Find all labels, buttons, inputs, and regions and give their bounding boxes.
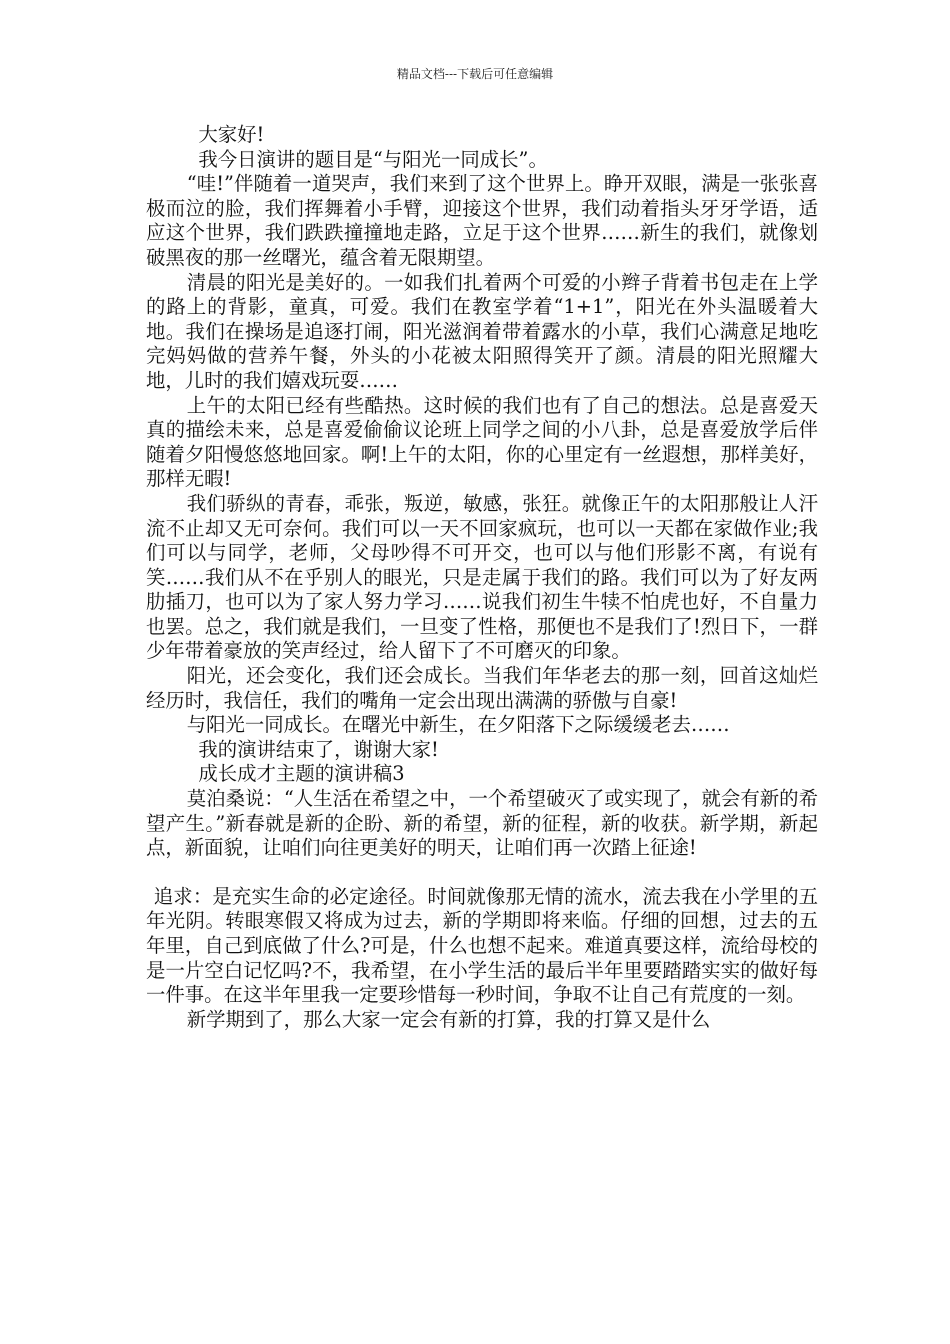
greeting: 大家好! xyxy=(198,123,265,146)
paragraph-pursuit: 追求：是充实生命的必定途径。时间就像那无情的流水，流去我在小学里的五年光阴。转眼寒假又将成为过去，新的学期即将来临。仔细的回想，过去的五年里，自己到底做了什么?可是，什么也想不起来。难道真要这样，流给母校的是一片空白记忆吗?不，我希望，在小学生活的最后半年里要踏踏实实的做好每一件事。在这半年里我一定要珍惜每一秒时间，争取不让自己有荒度的一刻。 xyxy=(146,884,818,1007)
paragraph-birth: “哇!”伴随着一道哭声，我们来到了这个世界上。睁开双眼，满是一张张喜极而泣的脸，我们挥舞着小手臂，迎接这个世界，我们动着指头牙牙学语，适应这个世界，我们跌跌撞撞地走路，立足于这个世界……新生的我们，就像划破黑夜的那一丝曙光，蕴含着无限期望。 xyxy=(146,172,818,269)
paragraph-summary: 与阳光一同成长。在曙光中新生，在夕阳落下之际缓缓老去…… xyxy=(186,713,730,737)
section-title: 成长成才主题的演讲稿3 xyxy=(198,762,405,786)
document-body xyxy=(146,123,818,1032)
paragraph-forenoon-sun: 上午的太阳已经有些酷热。这时候的我们也有了自己的想法。总是喜爱天真的描绘未来，总是喜爱偷偷议论班上同学之间的小八卦，总是喜爱放学后伴随着夕阳慢悠悠地回家。啊!上午的太阳，你的心里定有一丝遐想，那样美好，那样无暇! xyxy=(146,393,818,491)
paragraph-youth: 我们骄纵的青春，乖张，叛逆，敏感，张狂。就像正午的太阳那般让人汗流不止却又无可奈何。我们可以一天不回家疯玩，也可以一天都在家做作业;我们可以与同学，老师，父母吵得不可开交，也可以与他们形影不离，有说有笑……我们从不在乎别人的眼光，只是走属于我们的路。我们可以为了好友两肋插刀，也可以为了家人努力学习……说我们初生牛犊不怕虎也好，不自量力也罢。总之，我们就是我们，一旦变了性格，那便也不是我们了!烈日下，一群少年带着豪放的笑声经过，给人留下了不可磨灭的印象。 xyxy=(146,491,818,663)
paragraph-morning-sun: 清晨的阳光是美好的。一如我们扎着两个可爱的小辫子背着书包走在上学的路上的背影，童真，可爱。我们在教室学着“1+1”，阳光在外头温暖着大地。我们在操场是追逐打闹，阳光滋润着带着露水的小草，我们心满意足地吃完妈妈做的营养午餐，外头的小花被太阳照得笑开了颜。清晨的阳光照耀大地，儿时的我们嬉戏玩耍…… xyxy=(146,270,818,392)
closing-line: 我的演讲结束了，谢谢大家! xyxy=(198,737,439,761)
paragraph-growing-old: 阳光，还会变化，我们还会成长。当我们年华老去的那一刻，回首这灿烂经历时，我信任，我们的嘴角一定会出现出满满的骄傲与自豪! xyxy=(146,664,818,712)
blank-line xyxy=(146,861,818,885)
speech-title-intro: 我今日演讲的题目是“与阳光一同成长”。 xyxy=(198,147,548,171)
paragraph-maupassant: 莫泊桑说：“人生活在希望之中，一个希望破灭了或实现了，就会有新的希望产生。”新春就是新的企盼、新的希望，新的征程，新的收获。新学期，新起点，新面貌，让咱们向往更美好的明天，让咱们再一次踏上征途! xyxy=(146,787,818,860)
page-header: 精品文档---下载后可任意编辑 xyxy=(396,67,554,81)
paragraph-new-term: 新学期到了，那么大家一定会有新的打算，我的打算又是什么 xyxy=(186,1007,711,1031)
